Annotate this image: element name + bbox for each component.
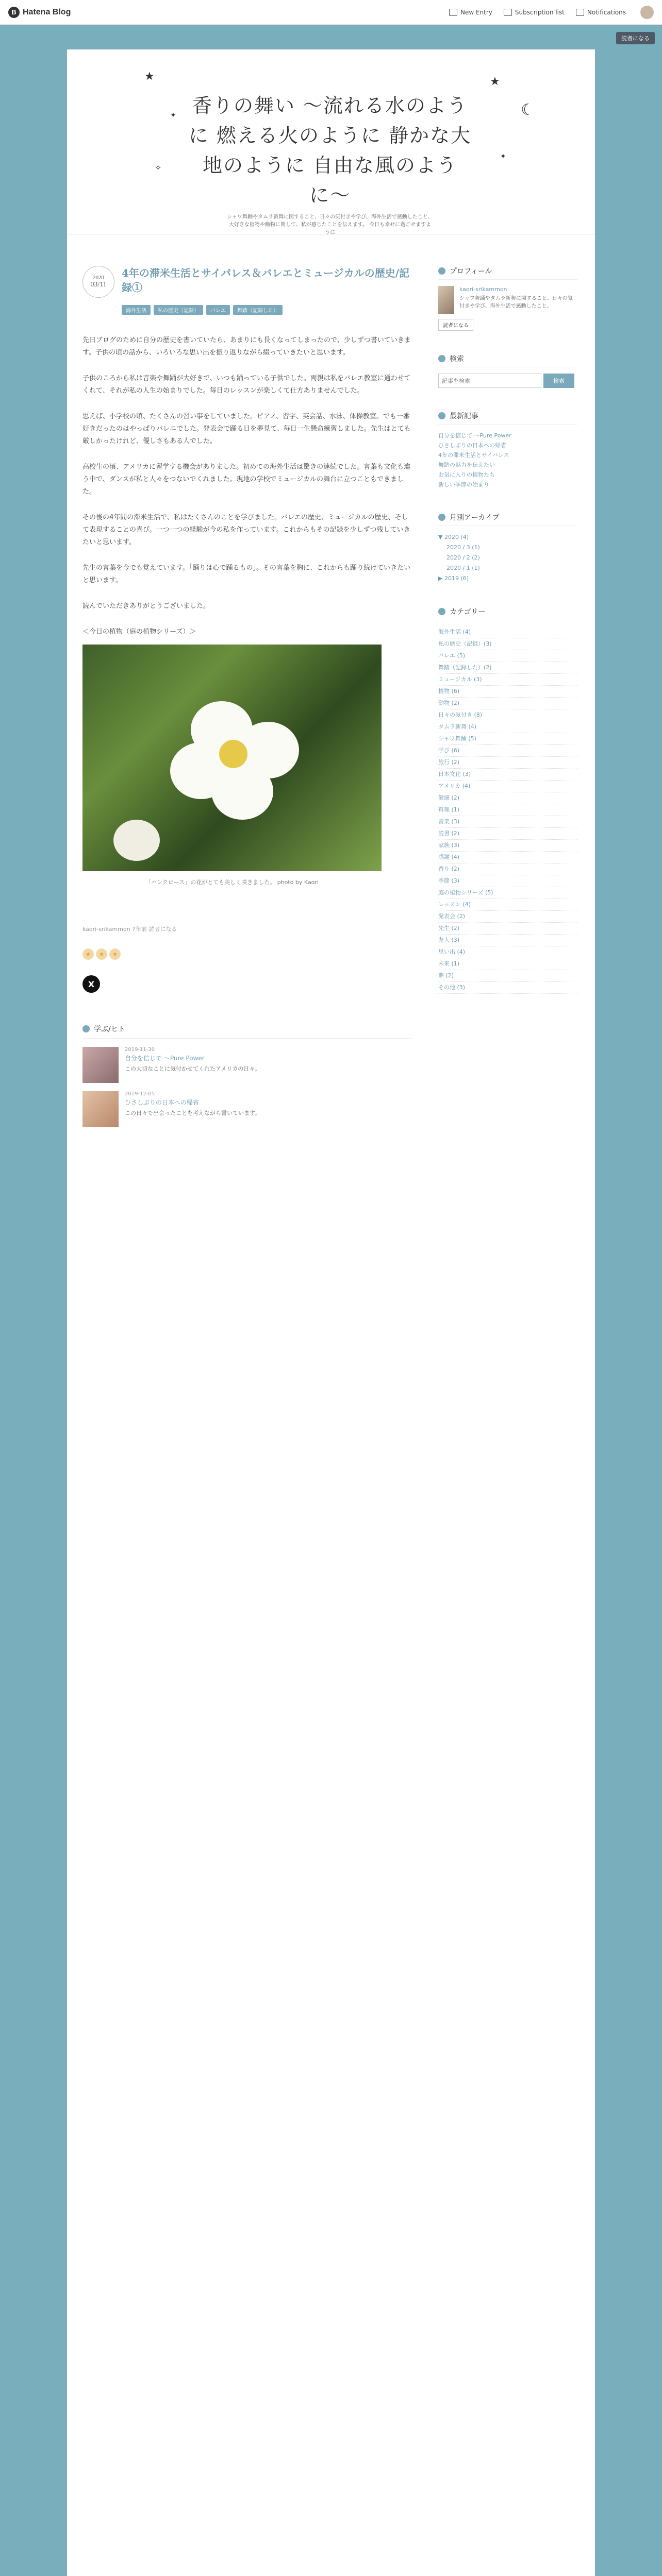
profile-heading: プロフィール bbox=[438, 266, 577, 280]
entry-footer-meta: kaori-srikammon 7年前 読者になる bbox=[82, 926, 177, 933]
search-section: 検索 記事を検索 検索 bbox=[438, 353, 577, 388]
site-title[interactable]: 香りの舞い 〜流れる水のように 燃える火のように 静かな大地のように 自由な風のように〜 bbox=[188, 94, 472, 207]
join-reader-button[interactable]: 読者になる bbox=[616, 32, 655, 44]
entry-date-badge: 2020 03/11 bbox=[82, 266, 114, 298]
category-link[interactable]: 庭の植物シリーズ (5) bbox=[438, 887, 577, 899]
moon-icon: ☾ bbox=[521, 101, 535, 119]
user-avatar[interactable] bbox=[640, 6, 654, 19]
entry-header bbox=[82, 266, 412, 298]
recent-entries-section: 最新記事 自分を信じて ～Pure Power ひさしぶりの日本への帰省 4年の滞米生活とサイパレス 舞踏の魅力を伝えたい お気に入りの植物たち 新しい季節の始まり bbox=[438, 411, 577, 489]
related-heading: 学ぶ/ヒト bbox=[82, 1024, 412, 1039]
category-link[interactable]: 感謝 (4) bbox=[438, 852, 577, 863]
star-icon: ✧ bbox=[155, 163, 162, 173]
flower-petal bbox=[211, 763, 273, 820]
blog-header bbox=[67, 49, 595, 235]
bell-icon bbox=[576, 9, 584, 16]
category-link[interactable]: 海外生活 (4) bbox=[438, 626, 577, 638]
star-icon: ✦ bbox=[500, 152, 506, 161]
archive-year[interactable]: ▶ 2019 (6) bbox=[438, 575, 469, 582]
category-link[interactable]: ミュージカル (3) bbox=[438, 674, 577, 686]
category-link[interactable]: 日本文化 (3) bbox=[438, 769, 577, 781]
photo-caption: 「ハンクロース」の花がとても美しく咲きました。 photo by Kaori bbox=[145, 879, 319, 886]
list-icon bbox=[504, 9, 512, 16]
related-entry[interactable]: 2019-12-05 ひさしぶりの日本への帰省 この日々で出会ったことを考えながら書いています。 bbox=[82, 1091, 412, 1127]
category-link[interactable]: バレエ (5) bbox=[438, 650, 577, 662]
category-link[interactable]: 季節 (3) bbox=[438, 875, 577, 887]
reader-button[interactable]: 読者になる bbox=[438, 319, 473, 331]
archive-section: 月別アーカイブ ▼ 2020 (4) 2020 / 3 (1) 2020 / 2 (2) 2020 / 1 (1) ▶ 2019 (6) bbox=[438, 512, 577, 584]
related-entry[interactable]: 2019-11-30 自分を信じて ～Pure Power この大切なことに気付かせてくれたアメリカの日々。 bbox=[82, 1047, 412, 1083]
star-icon: ★ bbox=[96, 948, 107, 960]
category-link[interactable]: 健康 (2) bbox=[438, 792, 577, 804]
category-tag[interactable]: 私の歴史（記録） bbox=[154, 305, 203, 315]
category-link[interactable]: 音楽 (3) bbox=[438, 816, 577, 828]
recent-entry-link[interactable]: 自分を信じて ～Pure Power bbox=[438, 432, 511, 439]
category-link[interactable]: レッスン (4) bbox=[438, 899, 577, 911]
archive-month[interactable]: 2020 / 3 (1) bbox=[446, 544, 480, 551]
entry-paragraph: 先生の言葉を今でも覚えています。「踊りは心で踊るもの」。その言葉を胸に、これからも踊り続けていきたいと思います。 bbox=[82, 564, 410, 584]
flower-center bbox=[219, 740, 247, 768]
related-thumbnail bbox=[82, 1091, 119, 1127]
category-link[interactable]: 発表会 (2) bbox=[438, 911, 577, 923]
star-icon: ★ bbox=[490, 75, 500, 88]
recent-entry-link[interactable]: 新しい季節の始まり bbox=[438, 481, 489, 488]
entry-title[interactable]: 4年の滞米生活とサイパレス＆バレエとミュージカルの歴史/記録① bbox=[122, 267, 410, 294]
category-link[interactable]: 旅行 (2) bbox=[438, 757, 577, 769]
photo-intro: ＜今日の植物（庭の植物シリーズ）＞ bbox=[82, 628, 196, 636]
star-icon: ★ bbox=[109, 948, 121, 960]
entry-closing: 読んでいただきありがとうございました。 bbox=[82, 602, 210, 610]
category-link[interactable]: 思い出 (4) bbox=[438, 946, 577, 958]
category-tag[interactable]: 舞踏（記録した） bbox=[233, 305, 283, 315]
folder-icon bbox=[438, 608, 445, 615]
sidebar bbox=[438, 266, 577, 994]
category-link[interactable]: 学び (6) bbox=[438, 745, 577, 757]
category-link[interactable]: アメリカ (4) bbox=[438, 781, 577, 792]
search-icon bbox=[438, 355, 445, 362]
category-link[interactable]: 家族 (3) bbox=[438, 840, 577, 852]
category-link[interactable]: タムラ新舞 (4) bbox=[438, 721, 577, 733]
entry-paragraph: 先日ブログのために自分の歴史を書いていたら、あまりにも長くなってしまったので、少しずつ書いていきます。子供の頃の話から、いろいろな思い出を振り返りながら綴っていきたいと思います。 bbox=[82, 336, 411, 357]
profile-icon bbox=[438, 267, 445, 275]
x-share-icon[interactable]: X bbox=[82, 975, 100, 993]
category-link[interactable]: シャワ舞踊 (5) bbox=[438, 733, 577, 745]
category-link[interactable]: 植物 (6) bbox=[438, 686, 577, 698]
pencil-icon bbox=[449, 9, 457, 16]
new-entry-button[interactable]: New Entry bbox=[449, 9, 492, 16]
related-thumbnail bbox=[82, 1047, 119, 1083]
blog-container bbox=[67, 49, 595, 2576]
calendar-icon bbox=[438, 514, 445, 521]
hatena-star-row bbox=[82, 948, 412, 960]
hatena-logo[interactable] bbox=[8, 7, 71, 18]
hatena-topbar bbox=[0, 0, 662, 25]
recent-entry-link[interactable]: ひさしぶりの日本への帰省 bbox=[438, 442, 506, 449]
category-tag[interactable]: 海外生活 bbox=[122, 305, 151, 315]
category-link[interactable]: 先生 (2) bbox=[438, 923, 577, 935]
hatena-logo-icon: B bbox=[8, 7, 20, 18]
entry-paragraph: 思えば、小学校の頃、たくさんの習い事をしていました。ピアノ、習字、英会話、水泳、体操教室。でも一番好きだったのはやっぱりバレエでした。発表会で踊る日を夢見て、毎日一生懸命練習しました。先生はとても厳しかったけれど、優しさもある人でした。 bbox=[82, 413, 411, 445]
category-link[interactable]: その他 (3) bbox=[438, 982, 577, 994]
profile-description: シャワ舞踊やタムラ新舞に関すること、日々の気付きや学び、海外生活で感動したこと。 bbox=[459, 296, 573, 309]
star-icon: ✦ bbox=[170, 111, 176, 120]
category-tag[interactable]: バレエ bbox=[206, 305, 230, 315]
notifications-button[interactable]: Notifications bbox=[576, 9, 626, 16]
subscription-list-button[interactable]: Subscription list bbox=[504, 9, 565, 16]
category-link[interactable]: 日々の気付き (8) bbox=[438, 709, 577, 721]
star-icon: ★ bbox=[144, 70, 155, 83]
list-icon bbox=[438, 412, 445, 419]
category-link[interactable]: 香り (2) bbox=[438, 863, 577, 875]
flower-photo bbox=[82, 645, 382, 871]
bookmark-icon bbox=[82, 1025, 90, 1032]
archive-month[interactable]: 2020 / 1 (1) bbox=[446, 565, 480, 571]
category-link[interactable]: 読書 (2) bbox=[438, 828, 577, 840]
category-link[interactable]: 舞踏（記録した）(2) bbox=[438, 662, 577, 674]
category-link[interactable]: 未来 (1) bbox=[438, 958, 577, 970]
site-description: シャワ舞踊やタムラ新舞に関すること、日々の気付きや学び、海外生活で感動したこと、大好きな植物や動物に関して、私が感じたことを伝えます。 今日も幸せに過ごせますように bbox=[227, 214, 433, 235]
category-link[interactable]: 私の歴史（記録）(3) bbox=[438, 638, 577, 650]
entry-body bbox=[82, 334, 412, 889]
entry-categories bbox=[122, 305, 412, 315]
archive-year[interactable]: ▼ 2020 (4) bbox=[438, 534, 469, 540]
category-section: カテゴリー 海外生活 (4) 私の歴史（記録）(3) バレエ (5) 舞踏（記録した）(2) ミュージカル (3) 植物 (6) 動物 (2) 日々の気付き (8) タムラ新舞 (4) シャワ舞踊 (5) 学び (6) 旅行 (2) 日本文化 (3) アメリカ (4) 健康 (2) 料理 (1) 音楽 (3) 読書 (2) 家族 (3) 感謝 (4) 香り (2) 季節 (3) 庭の植物シリーズ (5) レッスン (4) 発表会 (2) 先生 (2) 友人 (3) 思い出 (4) 未来 (1) 夢 (2) その他 (3) bbox=[438, 606, 577, 994]
entry-paragraph: その後の4年間の滞米生活で、私はたくさんのことを学びました。バレエの歴史、ミュージカルの歴史、そして表現することの喜び。一つ一つの経験が今の私を作っています。これからもその記録を少しずつ残していきたいと思います。 bbox=[82, 514, 410, 546]
category-list bbox=[438, 626, 577, 994]
search-button[interactable]: 検索 bbox=[543, 374, 574, 388]
profile-box bbox=[438, 286, 577, 314]
main-column bbox=[82, 266, 412, 1127]
category-link[interactable]: 料理 (1) bbox=[438, 804, 577, 816]
category-link[interactable]: 夢 (2) bbox=[438, 970, 577, 982]
profile-name[interactable]: kaori-srikammon bbox=[459, 286, 507, 293]
category-link[interactable]: 動物 (2) bbox=[438, 698, 577, 709]
recent-entry-link[interactable]: お気に入りの植物たち bbox=[438, 471, 495, 478]
flower-petal bbox=[113, 820, 160, 861]
archive-month[interactable]: 2020 / 2 (2) bbox=[446, 554, 480, 561]
related-entries bbox=[82, 1024, 412, 1127]
profile-image[interactable] bbox=[438, 286, 454, 314]
hatena-logo-text: Hatena Blog bbox=[23, 7, 71, 16]
entry-paragraph: 子供のころから私は音楽や舞踊が大好きで、いつも踊っている子供でした。両親は私をバレエ教室に通わせてくれて、それが私の人生の始まりでした。毎日のレッスンが楽しくて仕方ありませんでした。 bbox=[82, 375, 411, 395]
recent-entry-link[interactable]: 4年の滞米生活とサイパレス bbox=[438, 452, 509, 459]
recent-entry-link[interactable]: 舞踏の魅力を伝えたい bbox=[438, 462, 495, 468]
search-input[interactable] bbox=[438, 374, 541, 388]
add-star-icon[interactable]: ★ bbox=[82, 948, 94, 960]
entry-paragraph: 高校生の頃、アメリカに留学する機会がありました。初めての海外生活は驚きの連続でした。言葉も文化も違う中で、ダンスが私と人々をつないでくれました。現地の学校でミュージカルの舞台に立つこともできました。 bbox=[82, 463, 411, 496]
category-link[interactable]: 友人 (3) bbox=[438, 935, 577, 946]
